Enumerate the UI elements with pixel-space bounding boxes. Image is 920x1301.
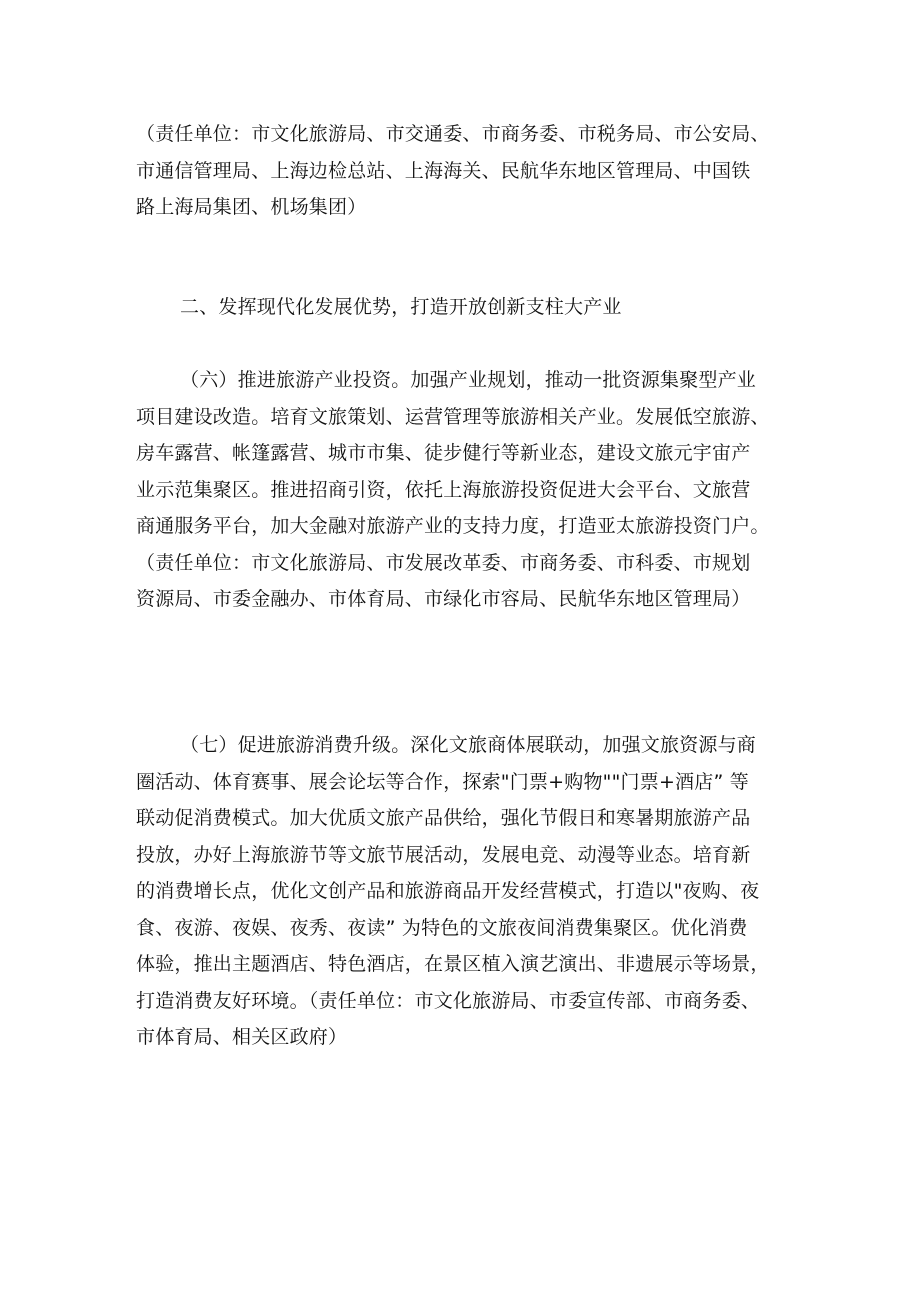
text-line: 市通信管理局、上海边检总站、上海海关、民航华东地区管理局、中国铁 bbox=[136, 159, 751, 182]
text-line: 房车露营、帐篷露营、城市市集、徒步健行等新业态，建设文旅元宇宙产 bbox=[136, 442, 751, 464]
section-heading bbox=[136, 289, 796, 326]
text-line: （责任单位：市文化旅游局、市交通委、市商务委、市税务局、市公安局、 bbox=[136, 123, 770, 145]
text-line: 资源局、市委金融办、市体育局、市绿化市容局、民航华东地区管理局） bbox=[136, 588, 751, 610]
text-line: 的消费增长点，优化文创产品和旅游商品开发经营模式，打造以"夜购、夜 bbox=[136, 880, 760, 902]
heading-line: 二、发挥现代化发展优势，打造开放创新支柱大产业 bbox=[180, 296, 622, 318]
text-line: （六）推进旅游产业投资。加强产业规划，推动一批资源集聚型产业 bbox=[180, 369, 757, 391]
text-line: 商通服务平台，加大金融对旅游产业的支持力度，打造亚太旅游投资门户。 bbox=[136, 515, 770, 537]
paragraph-tourism-consumption bbox=[136, 727, 796, 1056]
text-line: （七）促进旅游消费升级。深化文旅商体展联动，加强文旅资源与商 bbox=[180, 734, 757, 756]
text-line: 投放，办好上海旅游节等文旅节展活动，发展电竞、动漫等业态。培育新 bbox=[136, 843, 751, 866]
text-line: 圈活动、体育赛事、展会论坛等合作，探索"门票+购物""门票+酒店” 等 bbox=[136, 770, 749, 793]
text-line: 体验，推出主题酒店、特色酒店，在景区植入演艺演出、非遗展示等场景， bbox=[136, 953, 770, 975]
text-line: 食、夜游、夜娱、夜秀、夜读” 为特色的文旅夜间消费集聚区。优化消费 bbox=[136, 916, 748, 939]
paragraph-responsible-units bbox=[136, 116, 796, 226]
text-line: （责任单位：市文化旅游局、市发展改革委、市商务委、市科委、市规划 bbox=[136, 551, 751, 574]
text-line: 市体育局、相关区政府） bbox=[136, 1026, 348, 1048]
text-line: 联动促消费模式。加大优质文旅产品供给，强化节假日和寒暑期旅游产品 bbox=[136, 807, 751, 829]
text-line: 路上海局集团、机场集团） bbox=[136, 196, 367, 218]
text-line: 业示范集聚区。推进招商引资，依托上海旅游投资促进大会平台、文旅营 bbox=[136, 478, 751, 501]
text-line: 打造消费友好环境。（责任单位：市文化旅游局、市委宣传部、市商务委、 bbox=[136, 989, 761, 1012]
text-line: 项目建设改造。培育文旅策划、运营管理等旅游相关产业。发展低空旅游、 bbox=[136, 405, 770, 428]
paragraph-tourism-investment bbox=[136, 362, 796, 618]
